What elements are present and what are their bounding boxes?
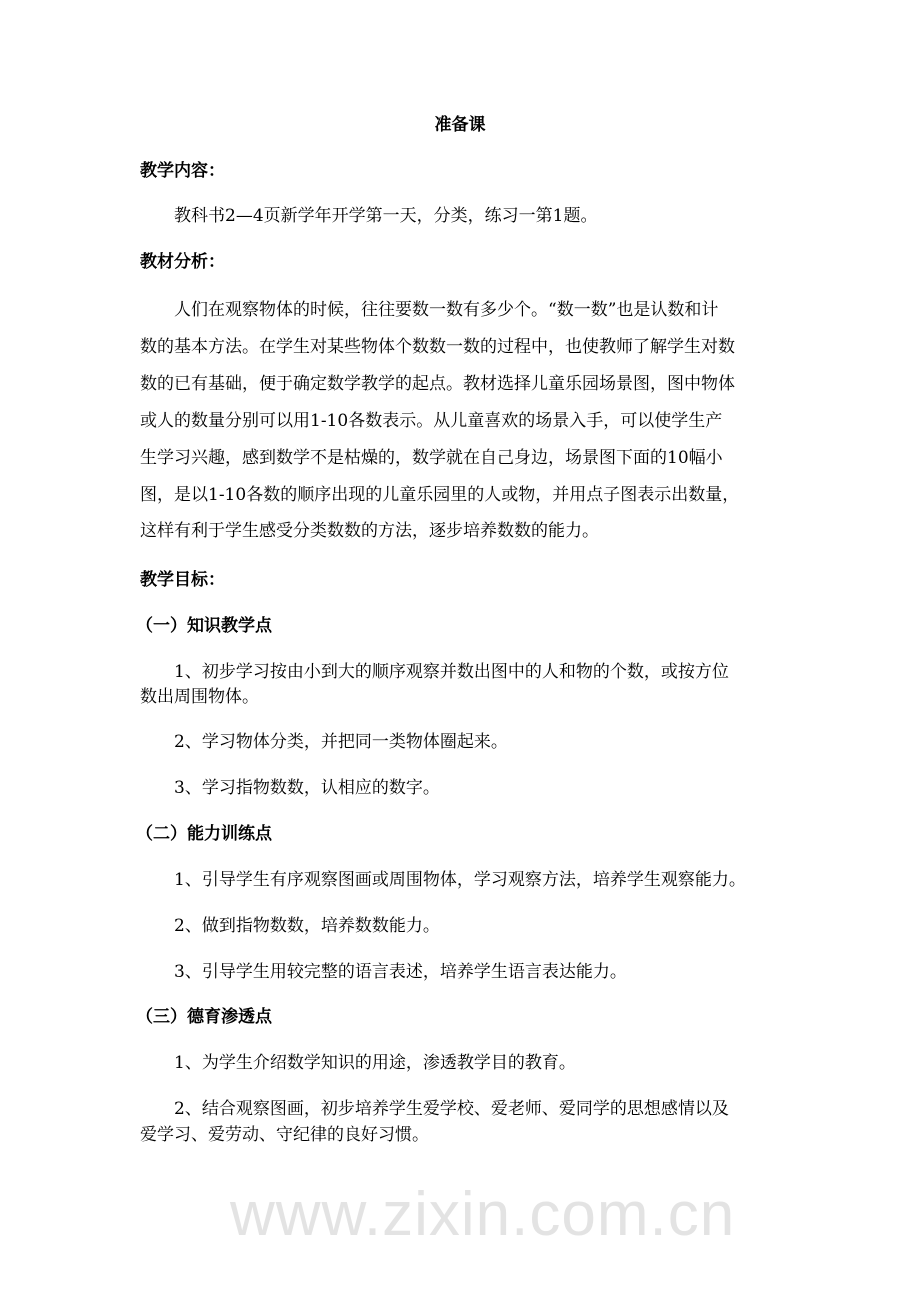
analysis-line: 这样有利于学生感受分类数数的方法，逐步培养数数的能力。	[140, 521, 599, 541]
heading-goals: 教学目标：	[140, 570, 225, 590]
analysis-line: 或人的数量分别可以用1-10各数表示。从儿童喜欢的场景入手，可以使学生产	[140, 411, 723, 431]
heading-content: 教学内容：	[140, 161, 225, 181]
goal-item: 1、初步学习按由小到大的顺序观察并数出图中的人和物的个数，或按方位	[174, 662, 729, 682]
goal-item: 3、学习指物数数，认相应的数字。	[174, 778, 440, 798]
goal-item: 数出周围物体。	[140, 687, 259, 707]
heading-ability: （二）能力训练点	[136, 824, 272, 844]
page-title: 准备课	[434, 115, 486, 135]
watermark: www.zixin.com.cn	[230, 1180, 736, 1249]
goal-item: 1、为学生介绍数学知识的用途，渗透教学目的教育。	[174, 1053, 576, 1073]
goal-item: 2、结合观察图画，初步培养学生爱学校、爱老师、爱同学的思想感情以及	[174, 1099, 729, 1119]
heading-moral: （三）德育渗透点	[136, 1007, 272, 1027]
analysis-line: 数的基本方法。在学生对某些物体个数数一数的过程中，也使教师了解学生对数	[140, 337, 735, 357]
content-text: 教科书2—4页新学年开学第一天，分类，练习一第1题。	[174, 206, 598, 226]
goal-item: 2、做到指物数数，培养数数能力。	[174, 916, 440, 936]
goal-item: 2、学习物体分类，并把同一类物体圈起来。	[174, 732, 508, 752]
heading-analysis: 教材分析：	[140, 252, 225, 272]
heading-knowledge: （一）知识教学点	[136, 616, 272, 636]
goal-item: 1、引导学生有序观察图画或周围物体，学习观察方法，培养学生观察能力。	[174, 870, 746, 890]
analysis-line: 数的已有基础，便于确定数学教学的起点。教材选择儿童乐园场景图，图中物体	[140, 374, 735, 394]
analysis-line: 图，是以1-10各数的顺序出现的儿童乐园里的人或物，并用点子图表示出数量，	[140, 485, 740, 505]
analysis-line: 生学习兴趣，感到数学不是枯燥的，数学就在自己身边，场景图下面的10幅小	[140, 448, 723, 468]
goal-item: 3、引导学生用较完整的语言表述，培养学生语言表达能力。	[174, 962, 627, 982]
goal-item: 爱学习、爱劳动、守纪律的良好习惯。	[140, 1125, 429, 1145]
analysis-line: 人们在观察物体的时候，往往要数一数有多少个。“数一数”也是认数和计	[174, 300, 719, 320]
